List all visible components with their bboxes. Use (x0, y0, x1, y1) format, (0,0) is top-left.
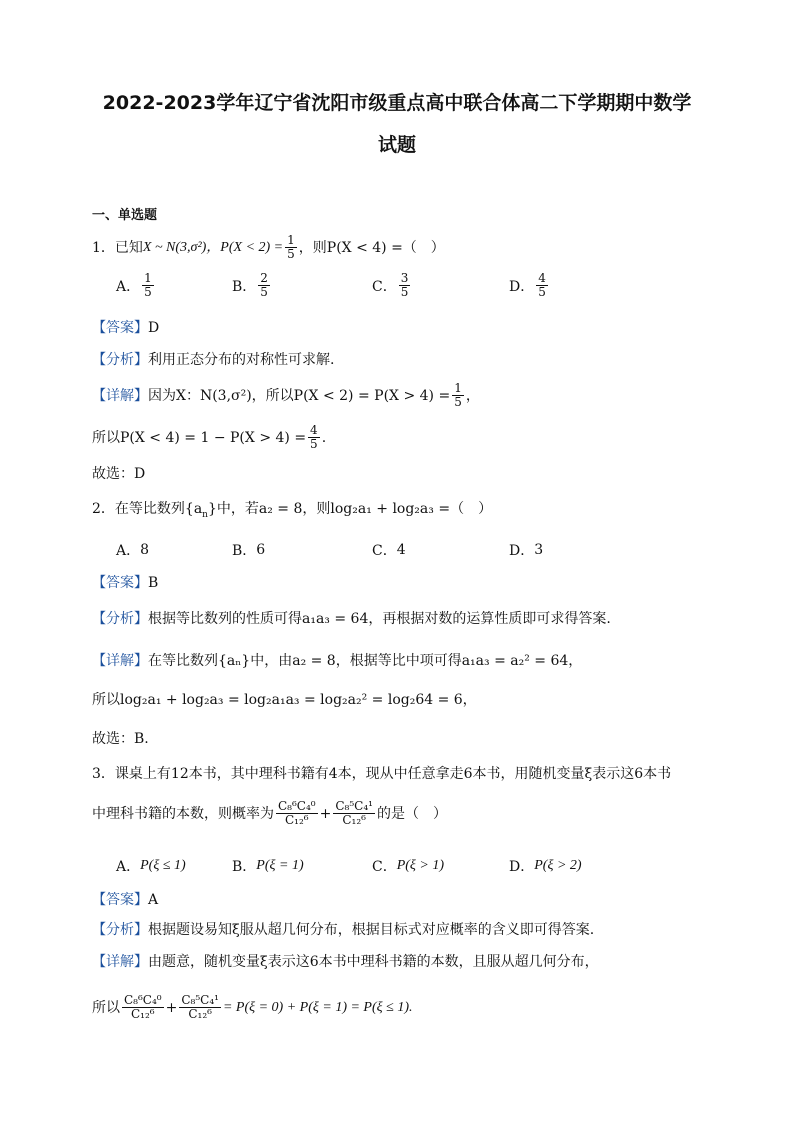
question-3-option-a: A． P(ξ ≤ 1) (116, 858, 186, 875)
question-3-option-b: B． P(ξ = 1) (232, 858, 304, 875)
question-1-detail-2: 所以P(X < 4) = 1 − P(X > 4) = $\frac{4}{5}$ . (92, 423, 327, 451)
question-2-option-b: B． 6 (232, 542, 266, 559)
question-2-option-a: A． 8 (116, 542, 150, 559)
question-1-analysis: 【分析】利用正态分布的对称性可求解. (92, 352, 335, 368)
question-1-stem: 1．已知 X ~ N(3,σ²)，P(X < 2) = $\frac{1}{5}$ ，则P(X < 4) =（ ） (92, 233, 445, 261)
section-heading: 一、单选题 (92, 208, 158, 223)
question-1-detail: 【详解】 因为X：N(3,σ²)，所以P(X < 2) = P(X > 4) = $\frac{1}{5}$ ， (92, 381, 480, 409)
question-3-stem: 3．课桌上有12本书，其中理科书籍有4本，现从中任意拿走6本书，用随机变量ξ表示这6本书 (92, 766, 672, 782)
question-2-answer: 【答案】B (92, 575, 159, 591)
question-3-detail-2: 所以 $\frac{\text{C₈⁶C₄⁰}}{\text{C₁₂⁶}}$ + $\frac{\text{C₈⁵C₄¹}}{\text{C₁₂⁶}}$ = P(ξ = 0) + P(ξ = 1) = P(ξ ≤ 1). (92, 993, 413, 1021)
question-1-option-c: C． $\frac{3}{5}$ (372, 271, 409, 299)
question-3-answer: 【答案】A (92, 892, 159, 908)
question-2-option-c: C． 4 (372, 542, 406, 559)
question-3-option-c: C． P(ξ > 1) (372, 858, 445, 875)
question-3-option-d: D． P(ξ > 2) (509, 858, 582, 875)
question-1-option-a: A． $\frac{1}{5}$ (116, 271, 152, 299)
question-2-analysis: 【分析】根据等比数列的性质可得a₁a₃ = 64，再根据对数的运算性质即可求得答案. (92, 611, 611, 627)
question-3-stem-2: 中理科书籍的本数，则概率为 $\frac{\text{C₈⁶C₄⁰}}{\text{C₁₂⁶}}$ + $\frac{\text{C₈⁵C₄¹}}{\text{C₁₂⁶}}$ 的是（ ） (92, 799, 447, 827)
question-2-detail: 【详解】在等比数列{aₙ}中，由a₂ = 8，根据等比中项可得a₁a₃ = a₂² = 64， (92, 653, 583, 669)
question-3-detail: 【详解】由题意，随机变量ξ表示这6本书中理科书籍的本数，且服从超几何分布， (92, 954, 599, 970)
fraction: $\frac{1}{5}$ (287, 233, 295, 261)
question-1-option-d: D． $\frac{4}{5}$ (509, 271, 546, 299)
question-3-analysis: 【分析】根据题设易知ξ服从超几何分布，根据目标式对应概率的含义即可得答案. (92, 922, 595, 938)
question-2-conclusion: 故选：B. (92, 731, 149, 747)
question-1-conclusion: 故选：D (92, 466, 146, 482)
page-title: 2022-2023学年辽宁省沈阳市级重点高中联合体高二下学期期中数学 (102, 92, 692, 114)
question-2-stem: 2．在等比数列$\{a_n\}$中，若a₂ = 8，则log₂a₁ + log₂a₃ =（ ） (92, 501, 493, 520)
question-1-option-b: B． $\frac{2}{5}$ (232, 271, 268, 299)
page-title-line2: 试题 (377, 134, 416, 156)
question-2-option-d: D． 3 (509, 542, 544, 559)
question-2-detail-2: 所以log₂a₁ + log₂a₃ = log₂a₁a₃ = log₂a₂² = log₂64 = 6， (92, 692, 477, 708)
question-1-answer: 【答案】D (92, 320, 160, 336)
